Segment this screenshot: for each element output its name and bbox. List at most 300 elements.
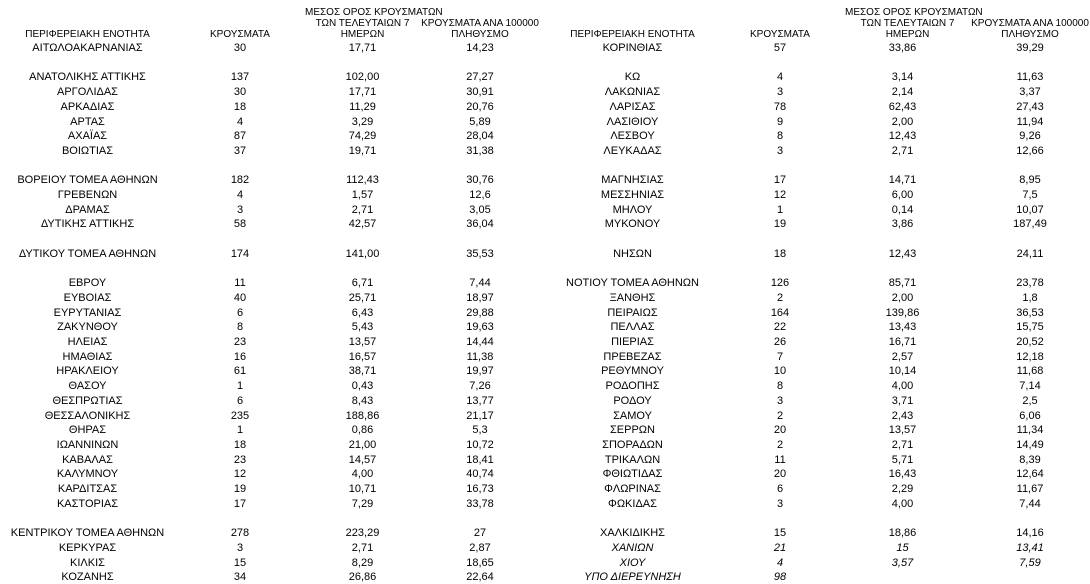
per100k-cell: 19,63 xyxy=(466,321,494,334)
header-cases-text: ΚΡΟΥΣΜΑΤΑ xyxy=(210,29,270,40)
header-region xyxy=(0,29,175,40)
region-name-cell: ΑΡΤΑΣ xyxy=(70,115,105,128)
avg7-cell: 13,43 xyxy=(888,321,917,334)
region-name-cell: ΦΛΩΡΙΝΑΣ xyxy=(604,483,661,495)
avg7-cell: 26,86 xyxy=(348,571,377,584)
table-row xyxy=(0,70,540,84)
per100k-cell: 14,23 xyxy=(466,42,494,54)
table-row xyxy=(550,526,1090,540)
region-name-cell: ΚΕΡΚΥΡΑΣ xyxy=(58,541,117,554)
region-name-cell: ΠΕΛΛΑΣ xyxy=(610,321,655,334)
left-table-header xyxy=(0,0,540,40)
table-row xyxy=(550,453,1090,467)
avg7-cell: 2,00 xyxy=(891,115,914,128)
avg7-cell: 13,57 xyxy=(888,424,917,437)
cases-cell: 19 xyxy=(233,483,247,495)
table-row xyxy=(0,438,540,452)
cases-cell: 37 xyxy=(233,144,247,157)
region-name-cell: ΦΘΙΩΤΙΔΑΣ xyxy=(602,468,663,481)
table-row xyxy=(550,364,1090,378)
region-name-cell: ΚΑΡΔΙΤΣΑΣ xyxy=(57,483,118,495)
per100k-cell: 7,14 xyxy=(1019,380,1041,393)
table-row xyxy=(550,541,1090,555)
region-name-cell: ΥΠΟ ΔΙΕΡΕΥΝΗΣΗ xyxy=(584,571,681,584)
per100k-cell: 22,64 xyxy=(466,571,494,584)
per100k-cell: 33,78 xyxy=(466,497,494,510)
header-avg7-line1: ΜΕΣΟΣ ΟΡΟΣ ΚΡΟΥΣΜΑΤΩΝ xyxy=(305,7,443,18)
header-per100k xyxy=(970,18,1090,40)
cases-cell: 18 xyxy=(773,247,787,260)
avg7-cell: 4,00 xyxy=(891,380,914,393)
per100k-cell: 39,29 xyxy=(1016,42,1044,54)
cases-cell: 2 xyxy=(776,438,784,451)
avg7-cell: 33,86 xyxy=(888,42,917,54)
region-name-cell: ΚΑΣΤΟΡΙΑΣ xyxy=(56,497,119,510)
table-row xyxy=(0,320,540,334)
per100k-cell: 5,3 xyxy=(472,424,488,437)
table-row xyxy=(550,467,1090,481)
per100k-cell: 9,26 xyxy=(1019,130,1041,143)
avg7-cell: 17,71 xyxy=(348,86,377,99)
header-avg7 xyxy=(305,7,443,40)
avg7-cell: 2,14 xyxy=(891,86,914,99)
cases-cell: 78 xyxy=(773,100,787,113)
per100k-cell: 7,26 xyxy=(469,380,491,393)
avg7-cell: 16,71 xyxy=(888,336,917,348)
region-name-cell: ΤΡΙΚΑΛΩΝ xyxy=(604,453,661,466)
table-row xyxy=(550,335,1090,349)
avg7-cell: 85,71 xyxy=(888,277,917,290)
region-name-cell: ΘΕΣΣΑΛΟΝΙΚΗΣ xyxy=(44,409,131,422)
table-row xyxy=(550,276,1090,290)
avg7-cell: 1,57 xyxy=(351,189,374,201)
avg7-cell: 8,29 xyxy=(351,556,374,569)
table-row xyxy=(0,188,540,202)
table-row xyxy=(0,409,540,423)
region-name-cell: ΑΝΑΤΟΛΙΚΗΣ ΑΤΤΙΚΗΣ xyxy=(29,71,146,84)
region-name-cell: ΧΑΛΚΙΔΙΚΗΣ xyxy=(600,527,665,540)
header-region-text: ΠΕΡΙΦΕΡΕΙΑΚΗ ΕΝΟΤΗΤΑ xyxy=(25,29,150,40)
per100k-cell: 23,78 xyxy=(1016,277,1044,290)
per100k-cell: 12,66 xyxy=(1016,144,1044,157)
header-cases xyxy=(715,29,845,40)
cases-cell: 57 xyxy=(773,42,787,54)
table-row xyxy=(0,541,540,555)
region-name-cell: ΚΕΝΤΡΙΚΟΥ ΤΟΜΕΑ ΑΘΗΝΩΝ xyxy=(10,527,165,540)
cases-cell: 19 xyxy=(773,218,787,231)
per100k-cell: 3,05 xyxy=(469,203,491,216)
per100k-cell: 13,41 xyxy=(1016,541,1044,554)
avg7-cell: 6,43 xyxy=(351,306,374,319)
per100k-cell: 19,97 xyxy=(466,365,494,378)
cases-cell: 12 xyxy=(773,189,787,201)
per100k-cell: 14,16 xyxy=(1016,527,1044,540)
region-name-cell: ΕΒΡΟΥ xyxy=(68,277,107,290)
region-name-cell: ΑΙΤΩΛΟΑΚΑΡΝΑΝΙΑΣ xyxy=(32,42,143,54)
table-row xyxy=(0,453,540,467)
table-row xyxy=(0,100,540,114)
region-name-cell: ΗΡΑΚΛΕΙΟΥ xyxy=(56,365,119,378)
table-row xyxy=(550,394,1090,408)
per100k-cell: 31,38 xyxy=(466,144,494,157)
per100k-cell: 11,94 xyxy=(1016,115,1044,128)
cases-cell: 58 xyxy=(233,218,247,231)
per100k-cell: 11,38 xyxy=(466,350,494,363)
per100k-cell: 187,49 xyxy=(1013,218,1047,231)
avg7-cell: 15 xyxy=(896,541,909,554)
avg7-cell: 3,29 xyxy=(351,115,374,128)
header-cases-text: ΚΡΟΥΣΜΑΤΑ xyxy=(750,29,810,40)
header-avg7-line2: ΤΩΝ ΤΕΛΕΥΤΑΙΩΝ 7 xyxy=(860,18,955,29)
avg7-cell: 8,43 xyxy=(351,394,374,407)
per100k-cell: 11,63 xyxy=(1016,71,1044,84)
avg7-cell: 2,71 xyxy=(891,144,914,157)
cases-cell: 3 xyxy=(776,144,784,157)
per100k-cell: 11,34 xyxy=(1016,424,1044,437)
per100k-cell: 14,49 xyxy=(1016,438,1044,451)
region-name-cell: ΠΕΙΡΑΙΩΣ xyxy=(607,306,658,319)
table-row xyxy=(0,335,540,349)
cases-cell: 1 xyxy=(236,424,244,437)
region-name-cell: ΛΑΡΙΣΑΣ xyxy=(609,100,656,113)
region-name-cell: ΛΕΣΒΟΥ xyxy=(610,130,655,143)
table-row xyxy=(0,85,540,99)
region-name-cell: ΖΑΚΥΝΘΟΥ xyxy=(57,321,118,334)
table-row xyxy=(550,173,1090,187)
per100k-cell: 14,44 xyxy=(466,336,494,348)
per100k-cell: 30,76 xyxy=(466,174,494,187)
table-row xyxy=(0,467,540,481)
cases-cell: 12 xyxy=(233,468,247,481)
region-name-cell: ΚΟΡΙΝΘΙΑΣ xyxy=(602,42,663,54)
cases-cell: 87 xyxy=(233,130,247,143)
region-name-cell: ΓΡΕΒΕΝΩΝ xyxy=(57,189,118,201)
table-row xyxy=(550,217,1090,231)
table-row xyxy=(0,556,540,570)
avg7-cell: 11,29 xyxy=(349,100,376,113)
header-per100k-line2: ΠΛΗΘΥΣΜΟ xyxy=(1001,29,1059,40)
cases-cell: 3 xyxy=(776,394,784,407)
table-row xyxy=(0,41,540,55)
header-per100k-line2: ΠΛΗΘΥΣΜΟ xyxy=(451,29,509,40)
avg7-cell: 102,00 xyxy=(345,71,380,84)
avg7-cell: 74,29 xyxy=(348,130,377,143)
region-name-cell: ΒΟΡΕΙΟΥ ΤΟΜΕΑ ΑΘΗΝΩΝ xyxy=(17,174,158,187)
avg7-cell: 3,71 xyxy=(891,394,914,407)
avg7-cell: 21,00 xyxy=(348,438,377,451)
table-row xyxy=(550,41,1090,55)
avg7-cell: 13,57 xyxy=(348,336,377,348)
per100k-cell: 12,18 xyxy=(1016,350,1044,363)
avg7-cell: 0,86 xyxy=(351,424,374,437)
region-name-cell: ΕΥΒΟΙΑΣ xyxy=(63,291,112,304)
table-row xyxy=(550,85,1090,99)
cases-cell: 34 xyxy=(233,571,247,584)
table-row xyxy=(550,438,1090,452)
cases-cell: 8 xyxy=(776,130,784,143)
region-name-cell: ΛΕΥΚΑΔΑΣ xyxy=(603,144,662,157)
avg7-cell: 2,57 xyxy=(891,350,914,363)
per100k-cell: 10,72 xyxy=(466,438,494,451)
cases-cell: 18 xyxy=(233,100,247,113)
per100k-cell: 18,97 xyxy=(466,291,494,304)
cases-cell: 278 xyxy=(230,527,250,540)
avg7-cell: 188,86 xyxy=(345,409,380,422)
cases-cell: 3 xyxy=(776,497,784,510)
region-name-cell: ΔΥΤΙΚΗΣ ΑΤΤΙΚΗΣ xyxy=(40,218,135,231)
region-name-cell: ΚΩ xyxy=(624,71,641,84)
avg7-cell: 3,86 xyxy=(891,218,914,231)
table-row xyxy=(0,291,540,305)
per100k-cell: 7,44 xyxy=(1019,497,1041,510)
per100k-cell: 1,8 xyxy=(1022,291,1038,304)
per100k-cell: 35,53 xyxy=(466,247,494,260)
per100k-cell: 27,27 xyxy=(466,71,494,84)
cases-cell: 4 xyxy=(236,189,244,201)
cases-cell: 20 xyxy=(773,424,787,437)
region-name-cell: ΛΑΚΩΝΙΑΣ xyxy=(604,86,661,99)
cases-cell: 30 xyxy=(233,42,247,54)
header-region-text: ΠΕΡΙΦΕΡΕΙΑΚΗ ΕΝΟΤΗΤΑ xyxy=(570,29,695,40)
per100k-cell: 11,68 xyxy=(1016,365,1044,378)
table-row xyxy=(0,144,540,158)
region-name-cell: ΡΟΔΟΥ xyxy=(613,394,652,407)
region-name-cell: ΚΑΒΑΛΑΣ xyxy=(62,453,113,466)
per100k-cell: 30,91 xyxy=(466,86,494,99)
region-name-cell: ΡΕΘΥΜΝΟΥ xyxy=(601,365,664,378)
header-per100k xyxy=(420,18,540,40)
per100k-cell: 12,64 xyxy=(1016,468,1044,481)
region-name-cell: ΕΥΡΥΤΑΝΙΑΣ xyxy=(53,306,122,319)
table-row xyxy=(0,526,540,540)
cases-cell: 15 xyxy=(233,556,247,569)
table-row xyxy=(0,217,540,231)
per100k-cell: 2,5 xyxy=(1022,394,1038,407)
cases-cell: 9 xyxy=(776,115,784,128)
table-row xyxy=(550,379,1090,393)
table-row xyxy=(0,497,540,511)
per100k-cell: 7,59 xyxy=(1019,556,1041,569)
avg7-cell: 42,57 xyxy=(348,218,377,231)
region-name-cell: ΜΕΣΣΗΝΙΑΣ xyxy=(600,189,665,201)
region-name-cell: ΝΗΣΩΝ xyxy=(613,247,652,260)
cases-cell: 1 xyxy=(776,203,784,216)
table-row xyxy=(0,173,540,187)
per100k-cell: 5,89 xyxy=(469,115,491,128)
table-row xyxy=(0,379,540,393)
avg7-cell: 139,86 xyxy=(885,306,920,319)
avg7-cell: 0,43 xyxy=(351,380,374,393)
per100k-cell: 18,65 xyxy=(466,556,494,569)
header-per100k-line1: ΚΡΟΥΣΜΑΤΑ ΑΝΑ 100000 xyxy=(421,18,539,29)
cases-cell: 7 xyxy=(776,350,784,363)
cases-cell: 10 xyxy=(773,365,787,378)
per100k-cell: 36,04 xyxy=(466,218,494,231)
per100k-cell: 8,95 xyxy=(1019,174,1041,187)
avg7-cell: 0,14 xyxy=(891,203,914,216)
table-row xyxy=(550,409,1090,423)
cases-cell: 22 xyxy=(773,321,787,334)
region-name-cell: ΜΥΚΟΝΟΥ xyxy=(604,218,661,231)
avg7-cell: 4,00 xyxy=(351,468,374,481)
per100k-cell: 6,06 xyxy=(1019,409,1041,422)
avg7-cell: 12,43 xyxy=(888,247,917,260)
per100k-cell: 15,75 xyxy=(1016,321,1044,334)
cases-cell: 17 xyxy=(233,497,247,510)
per100k-cell: 11,67 xyxy=(1016,483,1044,495)
avg7-cell: 2,29 xyxy=(891,483,914,495)
avg7-cell: 2,71 xyxy=(891,438,914,451)
cases-cell: 2 xyxy=(776,291,784,304)
cases-cell: 16 xyxy=(233,350,247,363)
header-region xyxy=(550,29,715,40)
table-row xyxy=(550,70,1090,84)
cases-cell: 61 xyxy=(233,365,247,378)
per100k-cell: 21,17 xyxy=(466,409,494,422)
cases-cell: 23 xyxy=(233,453,247,466)
table-row xyxy=(550,291,1090,305)
avg7-cell: 5,43 xyxy=(351,321,374,334)
region-name-cell: ΝΟΤΙΟΥ ΤΟΜΕΑ ΑΘΗΝΩΝ xyxy=(566,277,699,290)
region-name-cell: ΗΜΑΘΙΑΣ xyxy=(62,350,113,363)
per100k-cell: 29,88 xyxy=(466,306,494,319)
cases-cell: 4 xyxy=(236,115,244,128)
table-row xyxy=(550,497,1090,511)
header-avg7-line3: ΗΜΕΡΩΝ xyxy=(885,29,930,40)
table-row xyxy=(550,100,1090,114)
avg7-cell: 2,71 xyxy=(351,203,374,216)
table-row xyxy=(550,144,1090,158)
table-row xyxy=(0,247,540,261)
cases-cell: 8 xyxy=(236,321,244,334)
cases-cell: 137 xyxy=(230,71,250,84)
avg7-cell: 3,57 xyxy=(891,556,914,569)
table-row xyxy=(0,115,540,129)
per100k-cell: 40,74 xyxy=(466,468,494,481)
per100k-cell: 16,73 xyxy=(466,483,494,495)
table-row xyxy=(550,247,1090,261)
cases-cell: 4 xyxy=(776,556,784,569)
avg7-cell: 3,14 xyxy=(891,71,914,84)
cases-cell: 182 xyxy=(230,174,250,187)
per100k-cell: 27 xyxy=(473,527,487,540)
per100k-cell: 7,5 xyxy=(1022,189,1038,201)
per100k-cell: 7,44 xyxy=(469,277,491,290)
cases-cell: 8 xyxy=(776,380,784,393)
cases-cell: 21 xyxy=(773,541,787,554)
table-row xyxy=(550,203,1090,217)
per100k-cell: 10,07 xyxy=(1016,203,1044,216)
avg7-cell: 19,71 xyxy=(348,144,377,157)
region-name-cell: ΗΛΕΙΑΣ xyxy=(67,336,108,348)
cases-cell: 3 xyxy=(776,86,784,99)
region-name-cell: ΔΡΑΜΑΣ xyxy=(65,203,110,216)
cases-cell: 126 xyxy=(770,277,790,290)
per100k-cell: 20,76 xyxy=(466,100,494,113)
table-row xyxy=(550,115,1090,129)
table-row xyxy=(0,350,540,364)
cases-cell: 6 xyxy=(236,394,244,407)
avg7-cell: 10,14 xyxy=(888,365,917,378)
cases-cell: 15 xyxy=(773,527,787,540)
avg7-cell: 38,71 xyxy=(348,365,377,378)
table-row xyxy=(0,203,540,217)
cases-cell: 174 xyxy=(230,247,250,260)
avg7-cell: 2,43 xyxy=(891,409,914,422)
per100k-cell: 2,87 xyxy=(469,541,491,554)
region-name-cell: ΜΗΛΟΥ xyxy=(612,203,653,216)
cases-cell: 11 xyxy=(234,277,246,290)
table-row xyxy=(550,129,1090,143)
avg7-cell: 4,00 xyxy=(891,497,914,510)
cases-cell: 26 xyxy=(773,336,787,348)
avg7-cell: 6,71 xyxy=(351,277,374,290)
avg7-cell: 62,43 xyxy=(888,100,917,113)
avg7-cell: 16,43 xyxy=(888,468,917,481)
table-row xyxy=(0,394,540,408)
cases-cell: 30 xyxy=(233,86,247,99)
table-row xyxy=(550,423,1090,437)
avg7-cell: 10,71 xyxy=(348,483,377,495)
avg7-cell: 14,57 xyxy=(348,453,377,466)
per100k-cell: 18,41 xyxy=(466,453,494,466)
per100k-cell: 20,52 xyxy=(1016,336,1044,348)
header-cases xyxy=(175,29,305,40)
region-name-cell: ΚΙΛΚΙΣ xyxy=(70,556,105,569)
per100k-cell: 28,04 xyxy=(466,130,494,143)
region-name-cell: ΜΑΓΝΗΣΙΑΣ xyxy=(601,174,664,187)
region-name-cell: ΚΟΖΑΝΗΣ xyxy=(61,571,114,584)
cases-cell: 23 xyxy=(233,336,247,348)
region-name-cell: ΙΩΑΝΝΙΝΩΝ xyxy=(56,438,119,451)
cases-cell: 3 xyxy=(236,203,244,216)
table-row xyxy=(0,482,540,496)
region-name-cell: ΞΑΝΘΗΣ xyxy=(609,291,656,304)
table-row xyxy=(550,306,1090,320)
per100k-cell: 24,11 xyxy=(1016,247,1044,260)
table-row xyxy=(550,188,1090,202)
header-avg7 xyxy=(845,7,983,40)
per100k-cell: 27,43 xyxy=(1016,100,1044,113)
region-name-cell: ΑΧΑΪΑΣ xyxy=(67,130,108,143)
region-name-cell: ΧΑΝΙΩΝ xyxy=(611,541,654,554)
table-row xyxy=(0,364,540,378)
cases-cell: 20 xyxy=(773,468,787,481)
avg7-cell: 5,71 xyxy=(891,453,914,466)
cases-cell: 6 xyxy=(236,306,244,319)
cases-cell: 4 xyxy=(776,71,784,84)
cases-cell: 40 xyxy=(233,291,247,304)
header-avg7-line1: ΜΕΣΟΣ ΟΡΟΣ ΚΡΟΥΣΜΑΤΩΝ xyxy=(845,7,983,18)
per100k-cell: 8,39 xyxy=(1019,453,1041,466)
table-row xyxy=(0,276,540,290)
avg7-cell: 25,71 xyxy=(348,291,377,304)
avg7-cell: 223,29 xyxy=(345,527,380,540)
right-table-header xyxy=(550,0,1090,40)
cases-cell: 11 xyxy=(774,453,786,466)
region-name-cell: ΣΕΡΡΩΝ xyxy=(610,424,655,437)
avg7-cell: 2,71 xyxy=(351,541,374,554)
region-name-cell: ΘΑΣΟΥ xyxy=(68,380,107,393)
avg7-cell: 18,86 xyxy=(888,527,917,540)
cases-cell: 3 xyxy=(236,541,244,554)
region-name-cell: ΔΥΤΙΚΟΥ ΤΟΜΕΑ ΑΘΗΝΩΝ xyxy=(18,247,157,260)
table-row xyxy=(0,306,540,320)
table-row xyxy=(550,482,1090,496)
avg7-cell: 112,43 xyxy=(346,174,379,187)
table-row xyxy=(550,320,1090,334)
per100k-cell: 12,6 xyxy=(469,189,491,201)
